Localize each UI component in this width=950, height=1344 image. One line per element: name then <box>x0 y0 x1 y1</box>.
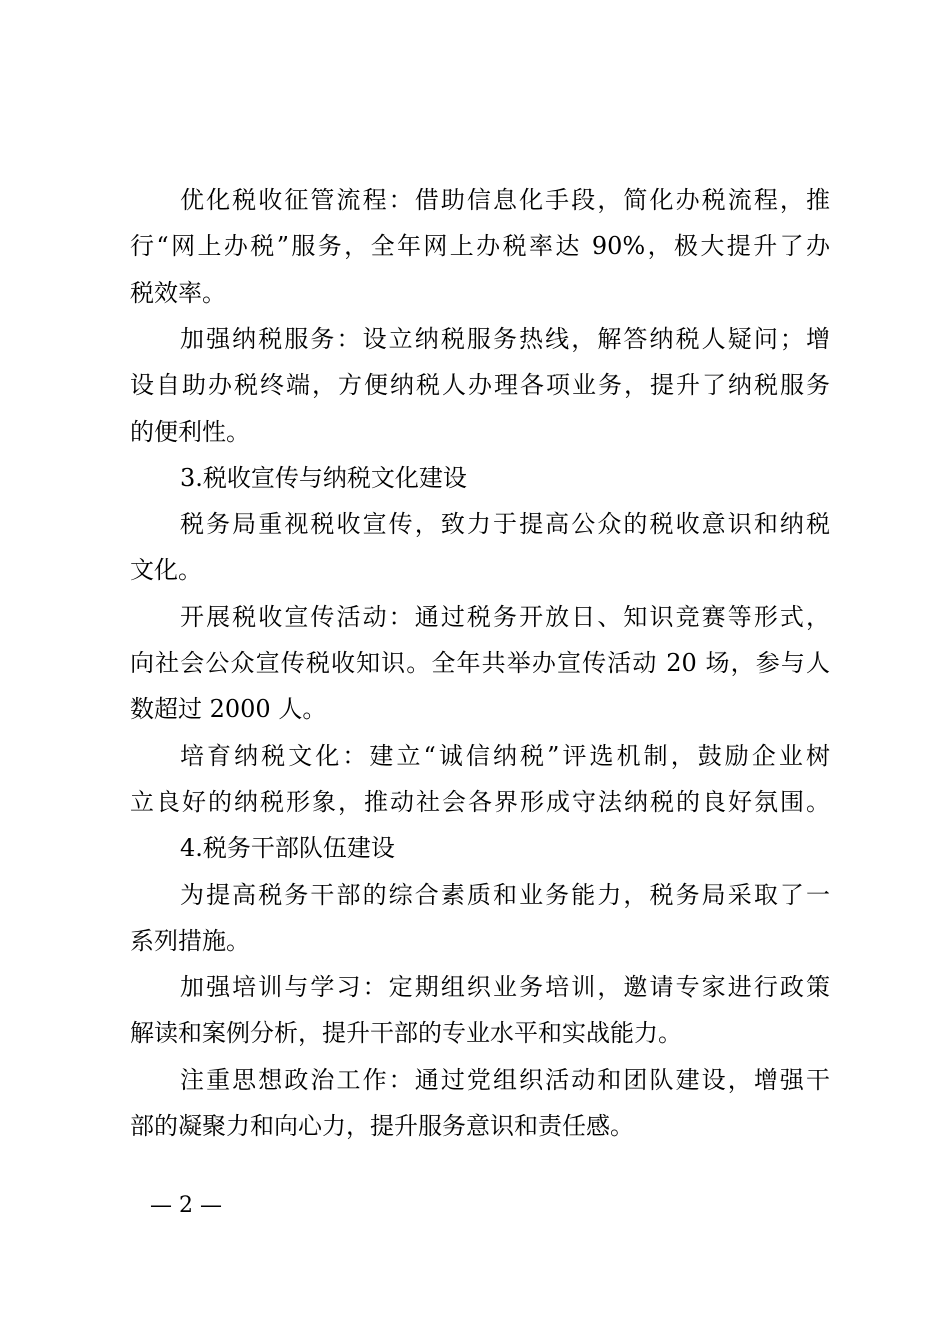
text-line: 解读和案例分析，提升干部的专业水平和实战能力。 <box>130 1019 682 1048</box>
text-line: 的便利性。 <box>130 417 250 446</box>
text-line: 文化。 <box>130 556 202 585</box>
text-line: 培育纳税文化：建立“诚信纳税”评选机制，鼓励企业树 <box>180 741 830 770</box>
text-line: 立良好的纳税形象，推动社会各界形成守法纳税的良好氛围。 <box>130 787 830 816</box>
text-line: 3.税收宣传与纳税文化建设 <box>180 463 467 492</box>
text-line: 税务局重视税收宣传，致力于提高公众的税收意识和纳税 <box>180 510 830 539</box>
text-line: 系列措施。 <box>130 926 250 955</box>
text-line: 4.税务干部队伍建设 <box>180 834 395 863</box>
text-line: 加强培训与学习：定期组织业务培训，邀请专家进行政策 <box>180 973 830 1002</box>
text-line: 为提高税务干部的综合素质和业务能力，税务局采取了一 <box>180 880 830 909</box>
text-line: 开展税收宣传活动：通过税务开放日、知识竞赛等形式， <box>180 602 830 631</box>
text-line: 行“网上办税”服务，全年网上办税率达 90%，极大提升了办 <box>130 232 830 261</box>
text-line: 向社会公众宣传税收知识。全年共举办宣传活动 20 场，参与人 <box>130 649 830 677</box>
text-line: 数超过 2000 人。 <box>130 695 327 724</box>
page-number: — 2 — <box>150 1193 222 1218</box>
text-line: 加强纳税服务：设立纳税服务热线，解答纳税人疑问；增 <box>180 324 830 353</box>
text-line: 设自助办税终端，方便纳税人办理各项业务，提升了纳税服务 <box>130 371 830 400</box>
text-line: 部的凝聚力和向心力，提升服务意识和责任感。 <box>130 1112 634 1140</box>
text-line: 注重思想政治工作：通过党组织活动和团队建设，增强干 <box>180 1065 830 1094</box>
text-line: 优化税收征管流程：借助信息化手段，简化办税流程，推 <box>180 186 830 214</box>
text-line: 税效率。 <box>130 278 226 307</box>
